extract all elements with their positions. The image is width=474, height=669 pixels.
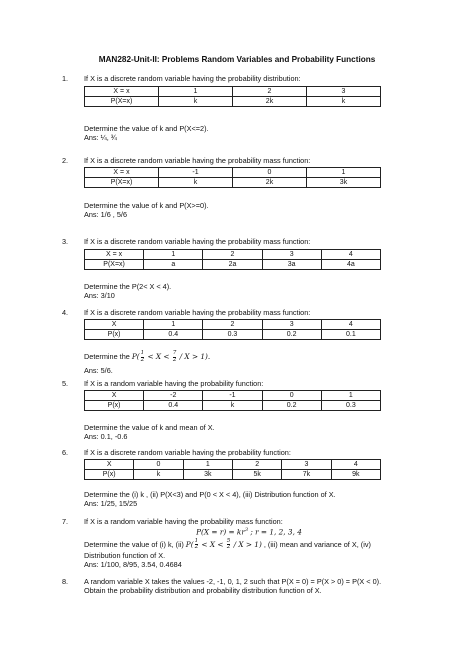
table-cell: 5k (232, 470, 281, 480)
answer: Ans: 1/6 , 5/6 (84, 210, 127, 220)
equation-rhs: ; r = 1, 2, 3, 4 (248, 527, 302, 537)
distribution-table (84, 86, 381, 107)
table-cell: X = x (85, 250, 144, 260)
question-number: 4. (62, 308, 69, 317)
question-number: 3. (62, 237, 69, 246)
question-number: 2. (62, 156, 69, 165)
table-cell: 0 (262, 391, 321, 401)
table-cell: P(X=x) (85, 260, 144, 270)
prompt-text: Determine the (84, 352, 132, 361)
table-cell: k (134, 470, 183, 480)
table-row (85, 330, 381, 340)
probability-expression (185, 537, 262, 551)
fraction (195, 539, 199, 551)
question-prompt: Obtain the probability distribution and probability distribution function of X. (84, 586, 322, 596)
table-cell: 0.4 (144, 401, 203, 411)
table-cell: X (85, 320, 144, 330)
table-cell: 0.2 (262, 330, 321, 340)
denominator: 2 (140, 356, 145, 363)
answer: Ans: 0.1, -0.6 (84, 432, 128, 442)
table-cell: 0.2 (262, 401, 321, 411)
math-symbol: < X < (199, 539, 226, 549)
denominator: 2 (194, 544, 199, 551)
numerator: 5 (226, 537, 231, 544)
math-symbol: P( (131, 352, 140, 361)
table-cell: P(x) (85, 330, 144, 340)
table-cell: 4a (321, 260, 380, 270)
table-cell: 2a (203, 260, 262, 270)
question-stem: If X is a random variable having the probability function: (84, 379, 264, 388)
table-cell: P(X=x) (85, 178, 159, 188)
exponent: 3 (244, 527, 249, 533)
table-row (85, 320, 381, 330)
table-cell: -2 (144, 391, 203, 401)
page-title: MAN282-Unit-II: Problems Random Variables and Probability Functions (98, 55, 376, 64)
question-prompt (84, 351, 414, 363)
question-number: 6. (62, 448, 69, 457)
prompt-text: Determine the value of (i) k, (ii) (84, 539, 186, 549)
distribution-table (84, 390, 381, 411)
question-stem-wrapper (84, 577, 414, 595)
table-cell: X (85, 391, 144, 401)
question-number: 7. (62, 517, 69, 526)
table-row (85, 250, 381, 260)
table-cell: 0.1 (321, 330, 380, 340)
answer: Ans: 1/25, 15/25 (84, 499, 138, 509)
question-number: 8. (62, 577, 69, 586)
math-symbol: P( (185, 539, 194, 549)
table-cell: 4 (321, 320, 380, 330)
table-cell: 1 (307, 168, 381, 178)
math-symbol: < X < (145, 352, 172, 361)
answer: Ans: ¼, ¾ (84, 133, 117, 143)
table-row (85, 178, 381, 188)
numerator: 7 (172, 350, 177, 356)
fraction (141, 351, 145, 363)
question-stem: If X is a discrete random variable having the probability mass function: (84, 308, 311, 317)
pmf-equation (84, 527, 414, 537)
table-cell: 3 (307, 87, 381, 97)
table-cell: k (159, 97, 233, 107)
table-cell: 1 (144, 320, 203, 330)
table-cell: P(x) (85, 470, 134, 480)
math-symbol: / X > 1) (231, 539, 262, 549)
table-cell: 4 (321, 250, 380, 260)
numerator: 1 (140, 350, 145, 356)
table-cell: 0 (134, 460, 183, 470)
table-cell: 2 (232, 460, 281, 470)
table-cell: -1 (203, 391, 262, 401)
table-cell: 3 (262, 250, 321, 260)
numerator: 1 (194, 537, 199, 544)
table-cell: a (144, 260, 203, 270)
prompt-text: , (iii) mean and variance of X, (iv) (261, 539, 371, 549)
question-stem: If X is a discrete random variable having the probability mass function: (84, 156, 311, 165)
table-cell: P(X=x) (85, 97, 159, 107)
answer: Ans: 3/10 (84, 291, 115, 301)
answer: Ans: 1/100, 8/95, 3.54, 0.4684 (84, 559, 182, 569)
table-cell: 7k (282, 470, 331, 480)
table-cell: 0.4 (144, 330, 203, 340)
table-cell: 2 (203, 320, 262, 330)
table-cell: 3 (262, 320, 321, 330)
table-row (85, 460, 381, 470)
distribution-table (84, 249, 381, 270)
table-cell: X (85, 460, 134, 470)
question-number: 1. (62, 74, 69, 83)
distribution-table (84, 459, 381, 480)
table-cell: X = x (85, 87, 159, 97)
fraction (227, 539, 231, 551)
question-stem: A random variable X takes the values -2, -1, 0, 1, 2 such that P(X = 0) = P(X > 0) = P(X < 0). (84, 577, 382, 586)
question-prompt: Determine the value of k and P(X>=0). (84, 201, 209, 210)
question-stem: If X is a random variable having the probability mass function: (84, 517, 283, 526)
probability-expression (132, 352, 210, 361)
table-cell: k (203, 401, 262, 411)
denominator: 2 (226, 544, 231, 551)
answer: Ans: 5/6. (84, 366, 113, 375)
table-cell: 1 (183, 460, 232, 470)
question-prompt: Determine the value of k and P(X<=2). (84, 124, 209, 133)
table-cell: 2k (233, 97, 307, 107)
distribution-table (84, 319, 381, 340)
table-cell: 3k (183, 470, 232, 480)
table-cell: 9k (331, 470, 380, 480)
question-prompt: Determine the value of k and mean of X. (84, 423, 215, 432)
table-row (85, 391, 381, 401)
table-cell: 0.3 (321, 401, 380, 411)
question-prompt-continued: Distribution function of X. (84, 550, 166, 560)
table-cell: P(x) (85, 401, 144, 411)
table-row (85, 87, 381, 97)
distribution-table (84, 167, 381, 188)
question-prompt (84, 539, 414, 551)
table-cell: 1 (144, 250, 203, 260)
table-cell: 3 (282, 460, 331, 470)
table-cell: k (159, 178, 233, 188)
table-cell: 3k (307, 178, 381, 188)
math-symbol: / X > 1). (177, 352, 211, 361)
question-stem: If X is a discrete random variable having the probability distribution: (84, 74, 301, 83)
table-cell: 2k (233, 178, 307, 188)
table-cell: 0.3 (203, 330, 262, 340)
table-cell: 1 (321, 391, 380, 401)
question-stem: If X is a discrete random variable having the probability function: (84, 448, 291, 457)
question-number: 5. (62, 379, 69, 388)
table-cell: 0 (233, 168, 307, 178)
table-row (85, 260, 381, 270)
table-cell: -1 (159, 168, 233, 178)
table-cell: k (307, 97, 381, 107)
question-prompt: Determine the (i) k , (ii) P(X<3) and P(0 < X < 4), (iii) Distribution function of X. (84, 490, 336, 499)
equation-lhs: P(X = r) = kr (196, 527, 245, 537)
table-row (85, 401, 381, 411)
fraction (173, 351, 177, 363)
table-cell: 1 (159, 87, 233, 97)
table-row (85, 168, 381, 178)
denominator: 2 (172, 356, 177, 363)
table-row (85, 470, 381, 480)
table-row (85, 97, 381, 107)
question-stem: If X is a discrete random variable having the probability mass function: (84, 237, 311, 246)
table-cell: 2 (233, 87, 307, 97)
table-cell: X = x (85, 168, 159, 178)
table-cell: 3a (262, 260, 321, 270)
table-cell: 4 (331, 460, 380, 470)
table-cell: 2 (203, 250, 262, 260)
question-prompt: Determine the P(2< X < 4). (84, 282, 172, 291)
